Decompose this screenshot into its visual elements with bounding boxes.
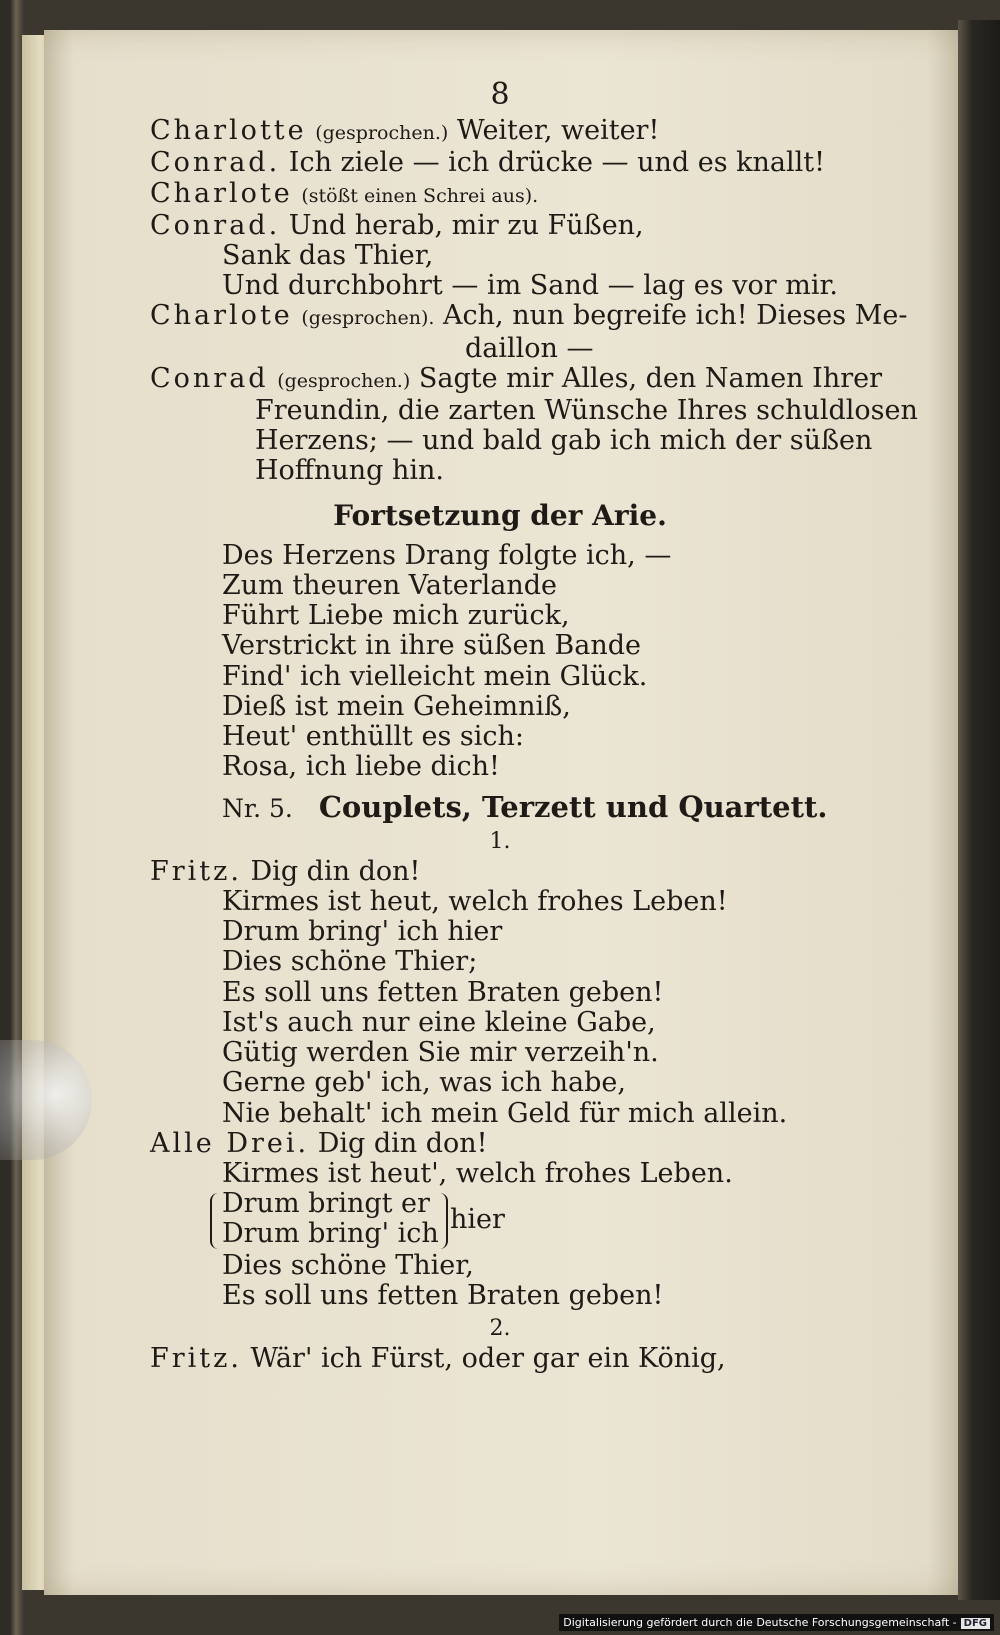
dialogue-line <box>150 179 850 211</box>
verse-line: Drum bring' ich hier <box>222 916 503 948</box>
section-heading: Fortsetzung der Arie. <box>333 498 667 532</box>
speaker: Fritz. <box>150 1342 242 1374</box>
stage-direction: (gesprochen.) <box>277 369 411 392</box>
dialogue-line <box>150 300 908 333</box>
dialogue-text: Wär' ich Fürst, oder gar ein König, <box>250 1342 726 1374</box>
verse-line: Ist's auch nur eine kleine Gabe, <box>222 1006 656 1038</box>
dialogue-line: Herzens; — und bald gab ich mich der süßen <box>255 425 873 457</box>
number-label: Nr. 5. <box>222 794 293 824</box>
dialogue-line: daillon — <box>465 332 594 364</box>
speaker: Conrad <box>150 362 269 394</box>
stage-direction: (gesprochen). <box>301 307 435 330</box>
verse-line: Gerne geb' ich, was ich habe, <box>222 1067 626 1099</box>
dialogue-line <box>150 857 850 887</box>
digitization-footer <box>559 1614 994 1631</box>
verse-line: Verstrickt in ihre süßen Bande <box>222 630 641 662</box>
dialogue-line <box>150 148 850 178</box>
verse-line: Drum bring' ich <box>222 1218 439 1250</box>
verse-line: Rosa, ich liebe dich! <box>222 751 500 783</box>
brace-group <box>150 1189 850 1251</box>
verse-line: Zum theuren Vaterlande <box>222 570 558 602</box>
verse-number: 2. <box>489 1315 511 1341</box>
dialogue-line: Sank das Thier, <box>222 240 434 272</box>
verse-line: Drum bringt er <box>222 1188 430 1220</box>
dialogue-line <box>150 116 850 148</box>
stage-direction: (stößt einen Schrei aus). <box>301 184 539 207</box>
verse-line: Es soll uns fetten Braten geben! <box>222 1280 664 1312</box>
verse-number: 1. <box>489 828 511 854</box>
verse-line: Nie behalt' ich mein Geld für mich allein. <box>222 1097 788 1129</box>
dialogue-line <box>150 1129 850 1159</box>
dialogue-text: Ich ziele — ich drücke — und es knallt! <box>288 147 825 179</box>
dialogue-line <box>150 211 850 241</box>
stage-direction: (gesprochen.) <box>315 122 449 145</box>
footer-text: Digitalisierung gefördert durch die Deutsche Forschungsgemeinschaft - <box>563 1616 957 1629</box>
verse-line: Dies schöne Thier, <box>222 1250 474 1282</box>
speaker: Fritz. <box>150 855 242 887</box>
verse-line: Es soll uns fetten Braten geben! <box>222 976 664 1008</box>
brace-word: hier <box>450 1204 505 1236</box>
speaker: Conrad. <box>150 147 281 179</box>
verse-line: Führt Liebe mich zurück, <box>222 600 570 632</box>
number-title: Couplets, Terzett und Quartett. <box>318 790 828 825</box>
dialogue-text: Und herab, mir zu Füßen, <box>288 209 644 241</box>
dialogue-line <box>150 362 882 396</box>
page-text <box>150 77 918 1374</box>
left-brace <box>210 1193 220 1249</box>
speaker: Alle Drei. <box>150 1127 310 1159</box>
verse-line: Dieß ist mein Geheimniß, <box>222 690 571 722</box>
dialogue-text: Weiter, weiter! <box>456 115 660 147</box>
speaker: Charlote <box>150 300 293 332</box>
verse-line: Dies schöne Thier; <box>222 946 478 978</box>
verse-line: Des Herzens Drang folgte ich, — <box>222 539 672 571</box>
verse-line: Heut' enthüllt es sich: <box>222 721 524 753</box>
speaker: Charlotte <box>150 115 307 147</box>
verse-line: Kirmes ist heut, welch frohes Leben! <box>222 886 728 918</box>
dfg-logo: DFG <box>961 1618 990 1629</box>
speaker: Conrad. <box>150 209 281 241</box>
verse-line: Kirmes ist heut', welch frohes Leben. <box>222 1157 733 1189</box>
book-binding <box>958 20 1000 1600</box>
dialogue-line: Und durchbohrt — im Sand — lag es vor mir. <box>222 270 838 302</box>
verse-line: Find' ich vielleicht mein Glück. <box>222 660 648 692</box>
number-heading <box>150 792 850 824</box>
dialogue-text: Sagte mir Alles, den Namen Ihrer <box>418 362 882 394</box>
dialogue-text: Dig din don! <box>317 1127 488 1159</box>
right-brace <box>438 1193 448 1249</box>
verse-line: Gütig werden Sie mir verzeih'n. <box>222 1037 659 1069</box>
page-number: 8 <box>490 77 510 112</box>
dialogue-line <box>150 1344 850 1374</box>
dialogue-text: Ach, nun begreife ich! Dieses Me- <box>443 300 908 332</box>
dialogue-line: Hoffnung hin. <box>255 455 445 487</box>
dialogue-text: Dig din don! <box>250 855 421 887</box>
dialogue-line: Freundin, die zarten Wünsche Ihres schuldlosen <box>255 395 918 427</box>
speaker: Charlote <box>150 177 293 209</box>
